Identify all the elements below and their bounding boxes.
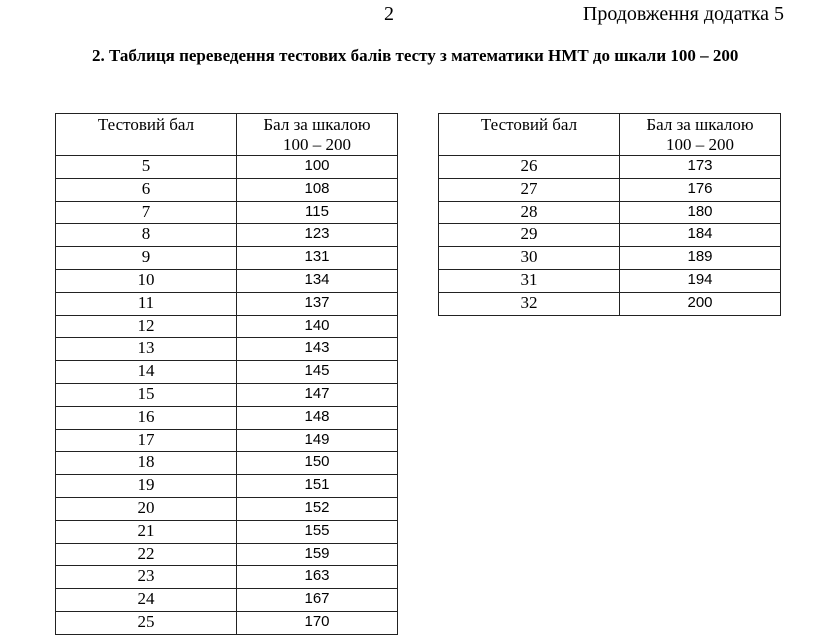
table-row [56,361,398,384]
table-row [56,247,398,270]
table-row [439,292,781,315]
scaled-score-cell: 108 [237,178,398,201]
table-row [56,178,398,201]
table-row [56,429,398,452]
table-row [56,383,398,406]
table-row [56,292,398,315]
test-score-cell: 16 [56,406,237,429]
table-row [56,566,398,589]
table-row [56,520,398,543]
scaled-header-line2: 100 – 200 [283,135,351,154]
test-score-header: Тестовий бал [439,114,620,156]
scaled-score-cell: 145 [237,361,398,384]
scaled-score-cell: 137 [237,292,398,315]
table-row [439,201,781,224]
scaled-score-cell: 150 [237,452,398,475]
table-row [439,156,781,179]
test-score-cell: 22 [56,543,237,566]
test-score-cell: 24 [56,589,237,612]
scaled-score-header [237,114,398,156]
conversion-table-right [438,113,781,316]
scaled-score-cell: 123 [237,224,398,247]
test-score-cell: 12 [56,315,237,338]
test-score-cell: 5 [56,156,237,179]
table-row [56,406,398,429]
heading-number: 2. [92,46,105,65]
continuation-label: Продовження додатка 5 [582,3,784,25]
scaled-header-line1: Бал за шкалою [646,115,754,134]
scaled-score-cell: 200 [620,292,781,315]
scaled-score-cell: 180 [620,201,781,224]
scaled-score-cell: 149 [237,429,398,452]
test-score-cell: 23 [56,566,237,589]
table-row [56,269,398,292]
test-score-cell: 18 [56,452,237,475]
scaled-score-cell: 131 [237,247,398,270]
scaled-score-cell: 152 [237,497,398,520]
table-row [56,315,398,338]
table-row [56,156,398,179]
table-body-right [439,156,781,316]
test-score-cell: 9 [56,247,237,270]
test-score-cell: 14 [56,361,237,384]
scaled-score-cell: 134 [237,269,398,292]
scaled-score-cell: 184 [620,224,781,247]
test-score-header: Тестовий бал [56,114,237,156]
scaled-score-cell: 194 [620,269,781,292]
scaled-score-cell: 115 [237,201,398,224]
table-heading [52,45,784,67]
table-row [56,589,398,612]
table-row [439,269,781,292]
test-score-cell: 29 [439,224,620,247]
test-score-cell: 19 [56,475,237,498]
test-score-cell: 27 [439,178,620,201]
table-row [56,543,398,566]
scaled-score-header [620,114,781,156]
table-row [56,224,398,247]
table-header-row [56,114,398,156]
table-row [56,475,398,498]
scaled-score-cell: 189 [620,247,781,270]
table-row [56,497,398,520]
test-score-cell: 10 [56,269,237,292]
table-header-row [439,114,781,156]
test-score-cell: 32 [439,292,620,315]
scaled-score-cell: 170 [237,611,398,634]
scaled-score-cell: 100 [237,156,398,179]
table-row [56,338,398,361]
test-score-cell: 11 [56,292,237,315]
test-score-cell: 30 [439,247,620,270]
table-row [56,452,398,475]
table-row [439,224,781,247]
scaled-score-cell: 167 [237,589,398,612]
scaled-score-cell: 148 [237,406,398,429]
test-score-cell: 13 [56,338,237,361]
scaled-score-cell: 140 [237,315,398,338]
table-row [56,201,398,224]
scaled-header-line1: Бал за шкалою [263,115,371,134]
table-row [439,178,781,201]
page-number: 2 [384,3,394,25]
scaled-score-cell: 163 [237,566,398,589]
scaled-score-cell: 155 [237,520,398,543]
scaled-score-cell: 159 [237,543,398,566]
test-score-cell: 6 [56,178,237,201]
test-score-cell: 7 [56,201,237,224]
test-score-cell: 17 [56,429,237,452]
scaled-header-line2: 100 – 200 [666,135,734,154]
scaled-score-cell: 147 [237,383,398,406]
test-score-cell: 26 [439,156,620,179]
scaled-score-cell: 151 [237,475,398,498]
test-score-cell: 28 [439,201,620,224]
table-row [439,247,781,270]
test-score-cell: 25 [56,611,237,634]
scaled-score-cell: 176 [620,178,781,201]
scaled-score-cell: 143 [237,338,398,361]
table-row [56,611,398,634]
conversion-table-left [55,113,398,635]
test-score-cell: 8 [56,224,237,247]
test-score-cell: 31 [439,269,620,292]
scaled-score-cell: 173 [620,156,781,179]
test-score-cell: 20 [56,497,237,520]
test-score-cell: 15 [56,383,237,406]
table-body-left [56,156,398,635]
test-score-cell: 21 [56,520,237,543]
heading-text: Таблиця переведення тестових балів тесту з математики НМТ до шкали 100 – 200 [109,46,739,65]
